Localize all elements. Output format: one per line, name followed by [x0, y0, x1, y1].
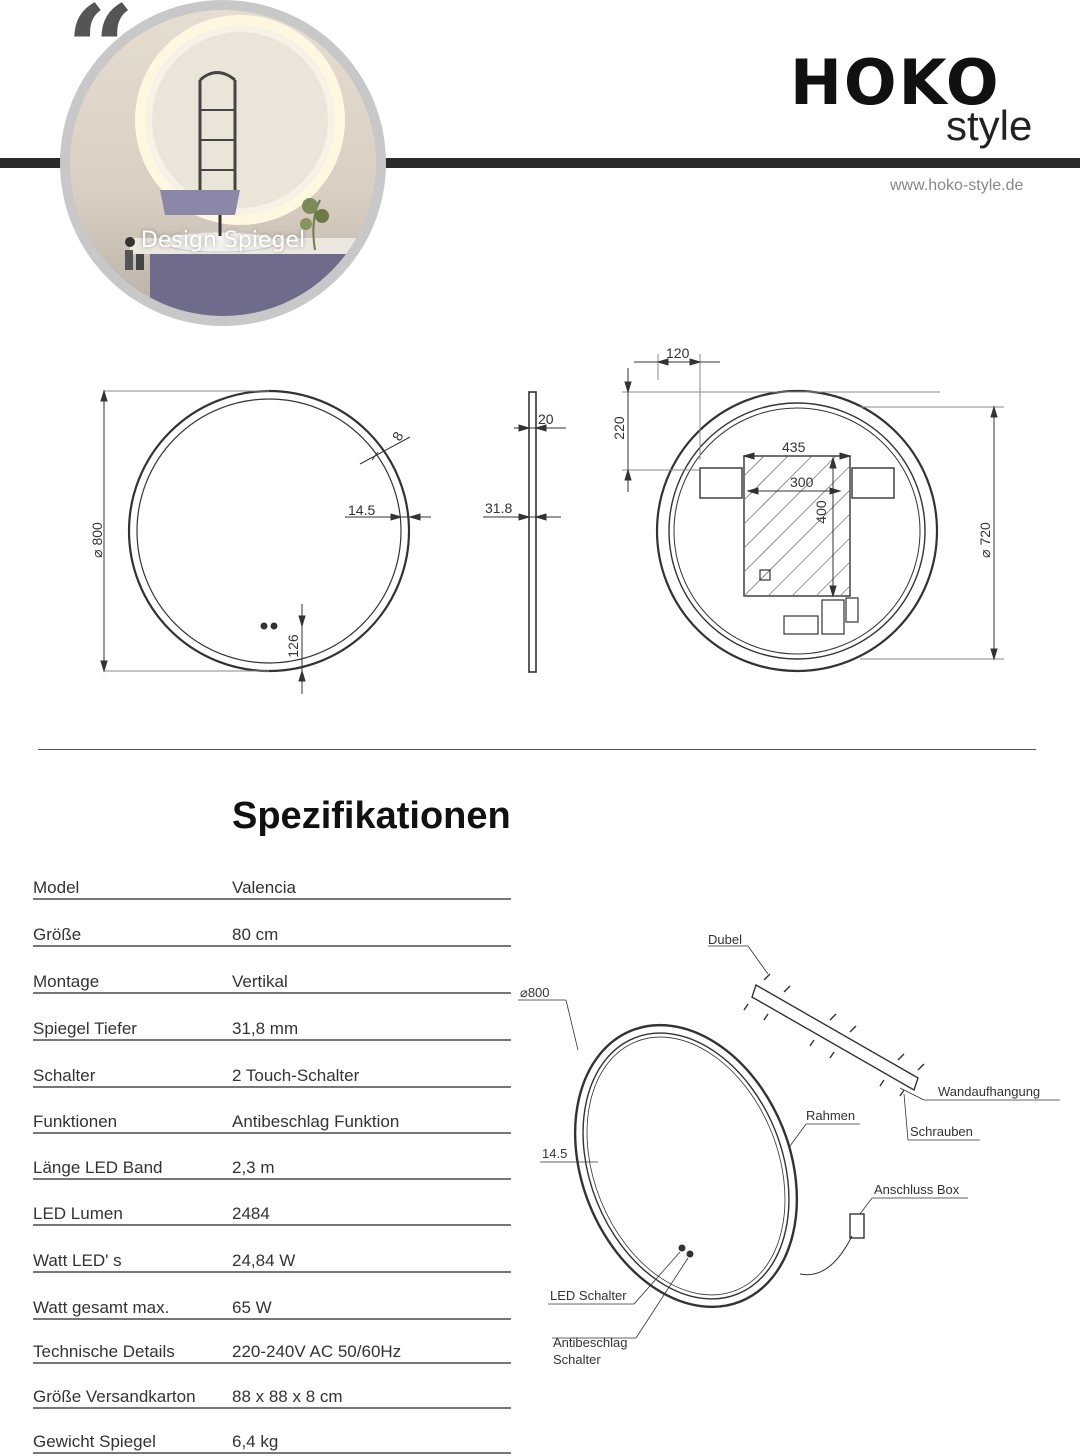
- spec-value: Antibeschlag Funktion: [232, 1112, 400, 1131]
- spec-key: Montage: [33, 972, 100, 991]
- connection-box: [850, 1214, 864, 1238]
- frame-width-label: 8: [388, 428, 407, 444]
- spec-value: 6,4 kg: [232, 1432, 279, 1451]
- label-box: Anschluss Box: [874, 1182, 960, 1197]
- spec-value: Valencia: [232, 878, 296, 897]
- label-inset: 14.5: [542, 1146, 568, 1161]
- brand-logo-sub: style: [946, 102, 1033, 149]
- spec-row-size: [33, 905, 511, 947]
- section-divider: [38, 749, 1036, 750]
- spec-key: Watt gesamt max.: [33, 1298, 170, 1317]
- spec-row-switch: [33, 1046, 511, 1088]
- side-depth-label: 31.8: [485, 500, 513, 516]
- spec-row-depth: [33, 999, 511, 1041]
- back-diameter-label: ⌀ 720: [977, 522, 993, 558]
- spec-row-weight: [33, 1412, 511, 1454]
- label-wall-mount: Wandaufhangung: [938, 1084, 1041, 1099]
- spec-value: 2 Touch-Schalter: [232, 1066, 360, 1085]
- spec-title: Spezifikationen: [232, 795, 511, 837]
- spec-key: Technische Details: [33, 1342, 175, 1361]
- spec-value: Vertikal: [232, 972, 288, 991]
- side-depth-top-label: 20: [538, 411, 554, 427]
- spec-row-led-watt: [33, 1231, 511, 1273]
- badge-caption: Design Spiegel: [140, 228, 306, 253]
- spec-row-functions: [33, 1092, 511, 1134]
- label-diameter: ⌀800: [520, 985, 550, 1000]
- spec-key: LED Lumen: [33, 1204, 123, 1223]
- back-inner-width-label: 300: [790, 474, 814, 490]
- front-inset-label: 14.5: [348, 502, 376, 518]
- brand-logo: HOKO: [790, 46, 1001, 119]
- spec-value: 220-240V AC 50/60Hz: [232, 1342, 402, 1361]
- spec-row-lumen: [33, 1184, 511, 1226]
- spec-key: Gewicht Spiegel: [33, 1432, 156, 1451]
- label-led-switch: LED Schalter: [550, 1288, 627, 1303]
- spec-key: Länge LED Band: [33, 1158, 163, 1177]
- spec-key: Größe: [33, 925, 82, 944]
- back-v-offset-label: 220: [611, 416, 627, 440]
- back-top-offset-label: 120: [666, 345, 690, 361]
- spec-row-carton: [33, 1367, 511, 1409]
- brand-url: www.hoko-style.de: [890, 177, 1024, 194]
- spec-row-tech: [33, 1322, 511, 1364]
- front-diameter-label: ⌀ 800: [89, 522, 105, 558]
- side-profile: [529, 392, 536, 672]
- spec-key: Schalter: [33, 1066, 96, 1085]
- spec-key: Spiegel Tiefer: [33, 1019, 137, 1038]
- spec-value: 31,8 mm: [232, 1019, 299, 1038]
- spec-row-led-length: [33, 1138, 511, 1180]
- spec-value: 65 W: [232, 1298, 272, 1317]
- assembly-mirror-outer: [535, 992, 837, 1341]
- label-fog-switch-2: Schalter: [553, 1352, 601, 1367]
- back-mirror-outer: [657, 391, 937, 671]
- spec-key: Watt LED' s: [33, 1251, 122, 1270]
- spec-key: Funktionen: [33, 1112, 118, 1131]
- spec-value: 80 cm: [232, 925, 279, 944]
- spec-key: Model: [33, 878, 80, 897]
- spec-row-total-watt: [33, 1278, 511, 1320]
- back-width-label: 435: [782, 439, 806, 455]
- spec-row-mounting: [33, 952, 511, 994]
- label-dubel: Dubel: [708, 932, 742, 947]
- label-frame: Rahmen: [806, 1108, 856, 1123]
- switch-offset-label: 126: [285, 634, 301, 658]
- spec-key: Größe Versandkarton: [33, 1387, 196, 1406]
- spec-row-model: [33, 858, 511, 900]
- spec-value: 88 x 88 x 8 cm: [232, 1387, 343, 1406]
- back-height-label: 400: [813, 500, 829, 524]
- label-fog-switch-1: Antibeschlag: [553, 1335, 628, 1350]
- front-mirror-outer: [129, 391, 409, 671]
- quote-icon: “: [66, 0, 136, 120]
- spec-value: 24,84 W: [232, 1251, 296, 1270]
- wall-bracket: [752, 985, 918, 1090]
- spec-value: 2,3 m: [232, 1158, 275, 1177]
- spec-value: 2484: [232, 1204, 270, 1223]
- front-mirror-inner: [137, 399, 401, 663]
- label-screws: Schrauben: [910, 1124, 973, 1139]
